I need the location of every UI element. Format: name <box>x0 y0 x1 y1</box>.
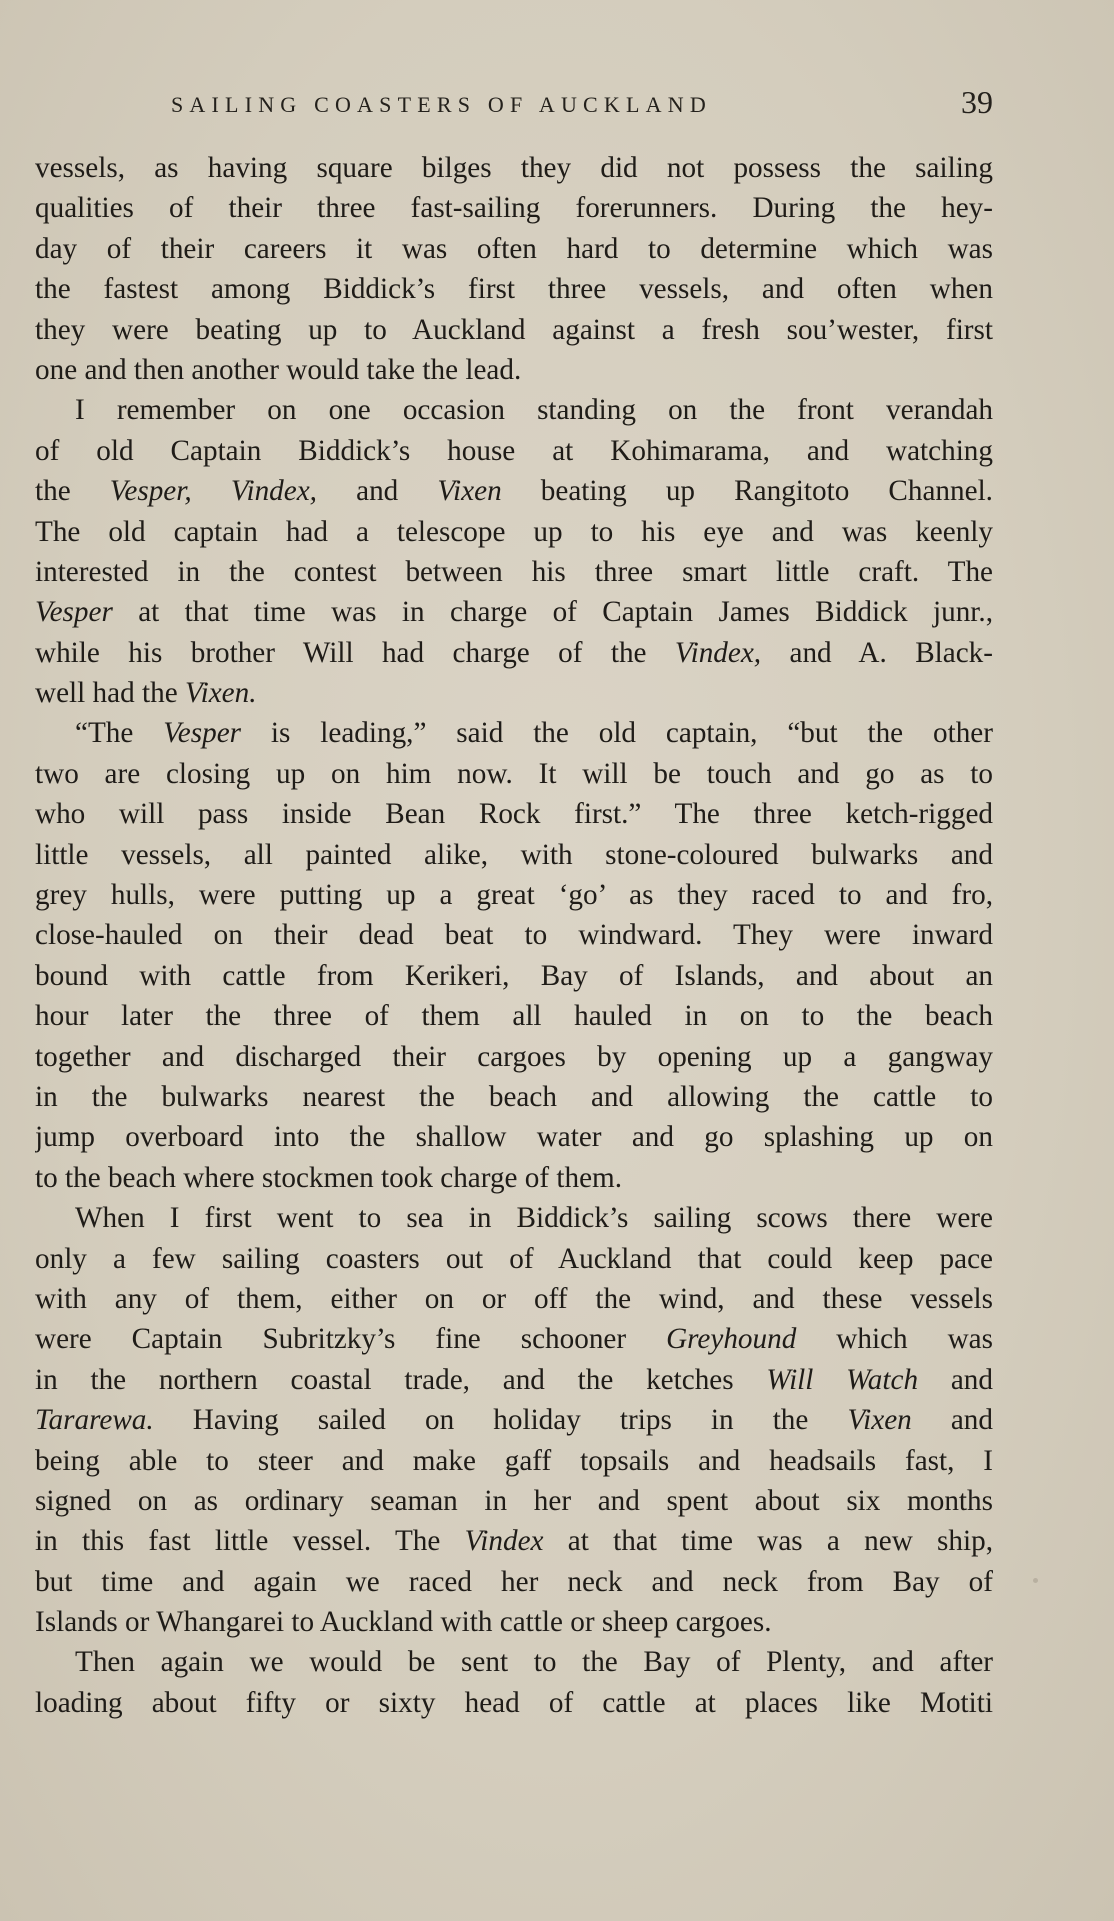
text-line <box>35 431 993 471</box>
text-run: at that time was in charge of Captain James Biddick junr., <box>112 596 993 629</box>
text-line <box>35 1521 993 1561</box>
text-line <box>35 1117 993 1157</box>
text-line <box>35 1481 993 1521</box>
text-line <box>35 915 993 955</box>
italic-text: Vesper <box>35 596 113 629</box>
text-line <box>35 188 993 228</box>
text-run: loading about fifty or sixty head of cattle at places like Motiti <box>35 1686 993 1719</box>
text-run: one and then another would take the lead. <box>35 353 522 386</box>
page-number: 39 <box>961 84 993 120</box>
italic-text: Vixen <box>437 475 502 508</box>
text-line <box>35 1319 993 1359</box>
paper-speck <box>1033 1578 1038 1583</box>
text-run: together and discharged their cargoes by opening up a gangway <box>35 1040 993 1073</box>
text-run: well had the <box>35 677 185 710</box>
text-line <box>35 1683 993 1723</box>
text-line <box>35 1562 993 1602</box>
text-run: and <box>911 1404 993 1437</box>
text-run: being able to steer and make gaff topsails and headsails fast, I <box>35 1444 993 1477</box>
text-line <box>35 148 993 188</box>
text-run: and <box>918 1363 993 1396</box>
text-line <box>35 1602 993 1642</box>
body-text <box>35 148 993 1723</box>
paragraph <box>35 148 993 390</box>
text-line <box>35 310 993 350</box>
text-run <box>192 475 231 507</box>
italic-text: Greyhound <box>666 1323 797 1356</box>
text-run: in the northern coastal trade, and the ketches <box>35 1363 767 1396</box>
text-run: I remember on one occasion standing on the front verandah <box>75 394 993 427</box>
text-line <box>35 552 993 592</box>
text-run: qualities of their three fast-sailing forerunners. During the hey- <box>35 192 993 225</box>
text-run: the fastest among Biddick’s first three vessels, and often when <box>35 273 993 306</box>
text-run: with any of them, either on or off the wind, and these vessels <box>35 1282 993 1315</box>
text-line <box>35 673 993 713</box>
text-run: bound with cattle from Kerikeri, Bay of Islands, and about an <box>35 959 993 992</box>
text-run: is leading,” said the old captain, “but the other <box>241 717 993 750</box>
text-line <box>35 794 993 834</box>
italic-text: Vindex, <box>674 636 762 669</box>
text-run: beating up Rangitoto Channel. <box>501 475 993 508</box>
italic-text: Vixen <box>847 1404 912 1437</box>
text-run: to the beach where stockmen took charge of them. <box>35 1161 623 1194</box>
paragraph <box>35 1198 993 1642</box>
text-line <box>35 512 993 552</box>
text-run: they were beating up to Auckland against a fresh sou’wester, first <box>35 313 993 346</box>
text-line <box>35 390 993 430</box>
text-line <box>35 713 993 753</box>
text-run: who will pass inside Bean Rock first.” The three ketch-rigged <box>35 798 993 831</box>
text-run: interested in the contest between his three smart little craft. The <box>35 555 993 588</box>
book-page <box>35 0 993 1921</box>
text-run: jump overboard into the shallow water and go splashing up on <box>35 1121 993 1154</box>
text-run: the <box>35 475 110 508</box>
text-run: grey hulls, were putting up a great ‘go’ as they raced to and fro, <box>35 879 993 912</box>
text-line <box>35 633 993 673</box>
text-run: The old captain had a telescope up to his eye and was keenly <box>35 515 993 548</box>
text-line <box>35 996 993 1036</box>
text-run: but time and again we raced her neck and neck from Bay of <box>35 1565 993 1598</box>
paragraph <box>35 713 993 1198</box>
text-run: two are closing up on him now. It will be touch and go as to <box>35 757 993 790</box>
text-line <box>35 592 993 632</box>
text-line <box>35 1198 993 1238</box>
text-run: and A. Black- <box>761 636 993 669</box>
italic-text: Will Watch <box>766 1363 919 1396</box>
text-run: little vessels, all painted alike, with stone-coloured bulwarks and <box>35 838 993 871</box>
text-line <box>35 754 993 794</box>
text-line <box>35 269 993 309</box>
text-run: Having sailed on holiday trips in the <box>153 1404 848 1437</box>
text-run: vessels, as having square bilges they did not possess the sailing <box>35 152 993 184</box>
text-line <box>35 1360 993 1400</box>
italic-text: Vesper, <box>109 475 192 508</box>
text-line <box>35 1077 993 1117</box>
text-run: while his brother Will had charge of the <box>35 636 675 669</box>
text-run: and <box>316 475 438 508</box>
text-line <box>35 1239 993 1279</box>
text-line <box>35 875 993 915</box>
italic-text: Tararewa. <box>35 1404 154 1437</box>
italic-text: Vindex, <box>230 475 317 508</box>
text-line <box>35 1642 993 1682</box>
paragraph <box>35 390 993 713</box>
italic-text: Vixen. <box>184 677 257 710</box>
text-run: which was <box>796 1323 993 1356</box>
text-run: hour later the three of them all hauled in on to the beach <box>35 1000 993 1033</box>
text-line <box>35 1441 993 1481</box>
text-run: at that time was a new ship, <box>543 1525 993 1558</box>
text-run: in the bulwarks nearest the beach and allowing the cattle to <box>35 1080 993 1113</box>
text-run: signed on as ordinary seaman in her and spent about six months <box>35 1484 993 1517</box>
running-head <box>35 84 993 128</box>
text-line <box>35 956 993 996</box>
text-run: Islands or Whangarei to Auckland with cattle or sheep cargoes. <box>35 1606 772 1639</box>
text-line <box>35 229 993 269</box>
text-line <box>35 1158 993 1198</box>
text-run: When I first went to sea in Biddick’s sailing scows there were <box>75 1202 993 1235</box>
text-line <box>35 835 993 875</box>
text-run: close-hauled on their dead beat to windward. They were inward <box>35 919 993 952</box>
text-line <box>35 1400 993 1440</box>
text-run: Then again we would be sent to the Bay of Plenty, and after <box>75 1646 993 1679</box>
text-run: only a few sailing coasters out of Auckland that could keep pace <box>35 1242 993 1275</box>
text-line <box>35 1279 993 1319</box>
running-title: SAILING COASTERS OF AUCKLAND <box>171 92 712 117</box>
text-run: in this fast little vessel. The <box>35 1525 465 1558</box>
text-run: day of their careers it was often hard to determine which was <box>35 232 993 265</box>
italic-text: Vindex <box>464 1525 544 1558</box>
text-line <box>35 471 993 511</box>
paragraph <box>35 1642 993 1723</box>
text-run: “The <box>75 717 164 750</box>
text-run: were Captain Subritzky’s fine schooner <box>35 1323 667 1356</box>
italic-text: Vesper <box>163 717 242 750</box>
text-line <box>35 350 993 390</box>
text-line <box>35 1037 993 1077</box>
text-run: of old Captain Biddick’s house at Kohimarama, and watching <box>35 434 993 467</box>
